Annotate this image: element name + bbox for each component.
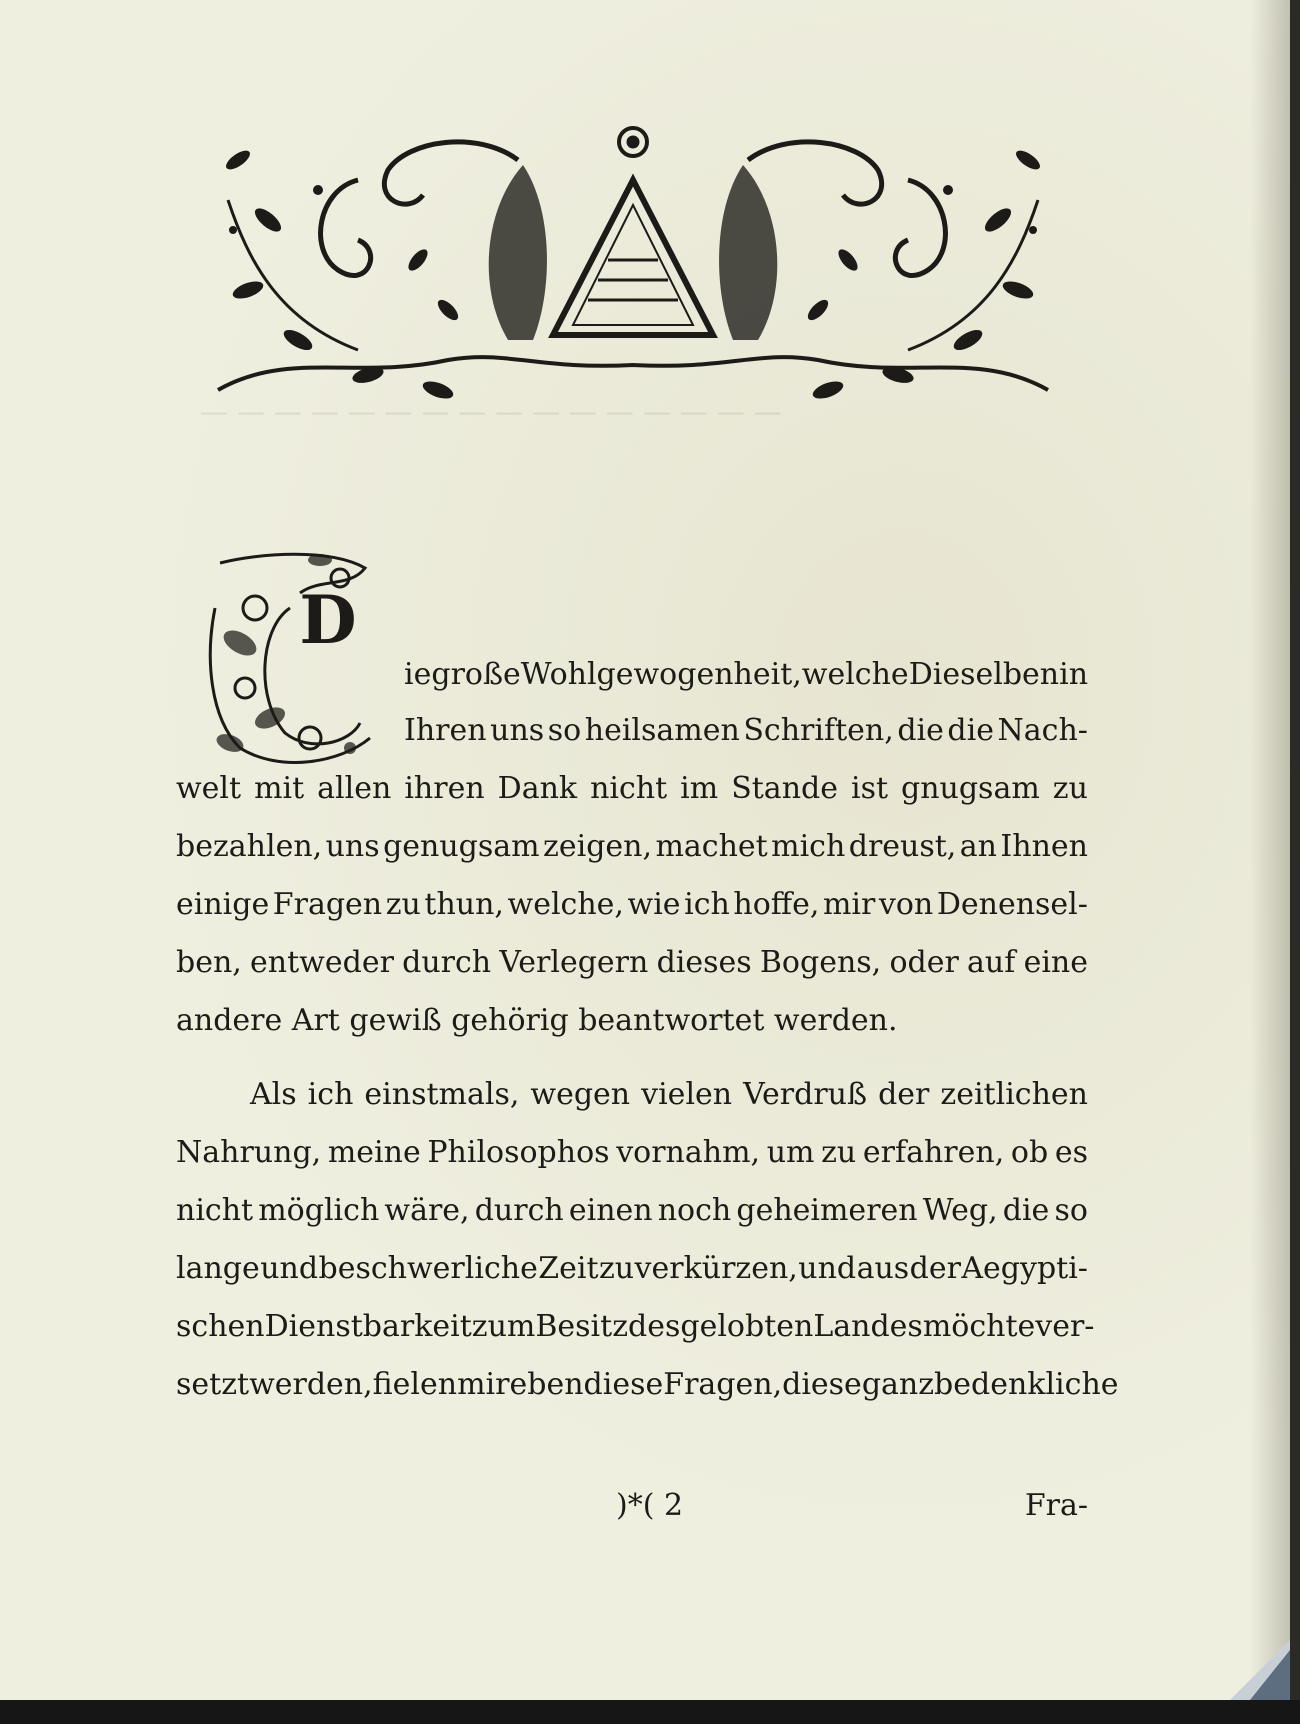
word: Zeit [538,1251,599,1286]
word: ist [850,771,889,806]
word: noch [657,1193,732,1228]
text-line [176,1193,1088,1236]
word: nicht [176,1193,254,1228]
page-corner [1220,1640,1290,1700]
word: wäre, [384,1193,470,1228]
word: zu [598,1251,635,1286]
word: Stande [731,771,838,806]
catchword: Fra- [1024,1488,1088,1523]
word: heilsamen [584,713,740,748]
word: Als [250,1077,297,1112]
word: ich [684,887,730,922]
signature-mark: )*( 2 [616,1488,684,1523]
word: Dieselben [908,657,1060,692]
word: mich [771,829,846,864]
word: vornahm, [616,1135,761,1170]
text-line [176,1309,1095,1352]
text-line [404,713,1088,756]
word: durch [474,1193,564,1228]
word: meine [327,1135,421,1170]
word: diese [782,1367,862,1402]
word: schen [176,1309,265,1344]
word: geheimeren [736,1193,918,1228]
word: in [1059,657,1089,692]
word: welche [801,657,909,692]
word: durch [402,945,492,980]
word: große [431,657,521,692]
word: gnugsam [901,771,1040,806]
word: entweder [250,945,394,980]
word: thun, [424,887,504,922]
word: wie [627,887,681,922]
word: zu [821,1135,857,1170]
page-footer [176,1488,1088,1528]
word: an [959,829,997,864]
text-line [250,1077,1088,1120]
word: zu [1052,771,1088,806]
word: mir [457,1367,510,1402]
word: uns [325,829,380,864]
word: eine [1023,945,1088,980]
word: hoffe, [733,887,820,922]
word: Denensel- [936,887,1088,922]
word: vielen [641,1077,733,1112]
word: mir [822,887,876,922]
word: die [947,713,994,748]
word: einige [176,887,270,922]
word: im [680,771,719,806]
word: ich [307,1077,354,1112]
word: zeigen, [543,829,653,864]
word: Philosophos [427,1135,610,1170]
text-line [176,829,1088,872]
text-line: andere Art gewiß gehörig beantwortet werden. [176,1003,898,1038]
word: der [909,1251,961,1286]
word: ben, [176,945,242,980]
word: Wohlgewogenheit, [520,657,802,692]
word: verkürzen, [634,1251,798,1286]
word: Verlegern [499,945,649,980]
word: zeitlichen [940,1077,1088,1112]
word: der [878,1077,930,1112]
word: zu [385,887,421,922]
word: gelobten [680,1309,814,1344]
word: wegen [530,1077,631,1112]
word: Nach- [997,713,1088,748]
word: welche, [507,887,624,922]
word: beschwerliche [318,1251,538,1286]
word: aus [856,1251,910,1286]
word: Landes [813,1309,923,1344]
word: diese [583,1367,664,1402]
initial-letter: D [299,581,357,659]
word: möchte [922,1309,1036,1344]
word: so [547,713,582,748]
word: die [897,713,944,748]
word: nicht [590,771,668,806]
word: Ihnen [1000,829,1088,864]
word: möglich [258,1193,380,1228]
word: uns [490,713,545,748]
decorated-initial [200,548,382,773]
word: bedenkliche [934,1367,1119,1402]
text-line [176,887,1088,930]
word: Ihren [404,713,487,748]
word: werden, [249,1367,373,1402]
word: setzt [176,1367,250,1402]
word: auf [967,945,1016,980]
word: um [766,1135,815,1170]
word: mit [254,771,305,806]
word: des [628,1309,681,1344]
word: und [798,1251,857,1286]
word: ie [404,657,432,692]
word: welt [176,771,242,806]
word: dreust, [848,829,957,864]
text-line [176,1251,1088,1294]
word: von [878,887,934,922]
word: die [1002,1193,1050,1228]
word: einstmals, [364,1077,520,1112]
word: Schriften, [743,713,894,748]
word: Bogens, [759,945,882,980]
text-line [176,945,1088,988]
woodcut-headpiece [208,120,1058,405]
word: dieses [656,945,752,980]
word: Dienstbarkeit [264,1309,472,1344]
word: Besitz [535,1309,629,1344]
word: genugsam [383,829,540,864]
word: bezahlen, [176,829,323,864]
word: ganz [861,1367,935,1402]
word: lange [176,1251,260,1286]
word: ihren [404,771,485,806]
word: ver- [1035,1309,1095,1344]
word: ob [1010,1135,1049,1170]
word: Fragen, [663,1367,783,1402]
word: allen [317,771,392,806]
word: Dank [497,771,578,806]
word: es [1054,1135,1088,1170]
bleed-through: — — — — — — — — — — — — — — — — [200,395,782,428]
word: erfahren, [862,1135,1005,1170]
word: machet [655,829,768,864]
word: Nahrung, [176,1135,322,1170]
text-line [404,657,1089,700]
text-line [176,1135,1088,1178]
word: Weg, [922,1193,998,1228]
word: eben [509,1367,584,1402]
word: Aegypti- [961,1251,1088,1286]
word: Verdruß [743,1077,868,1112]
word: und [260,1251,319,1286]
word: so [1054,1193,1088,1228]
text-line [176,771,1088,814]
word: fielen [372,1367,458,1402]
text-line [176,1367,1119,1410]
word: einen [568,1193,653,1228]
scan-border [0,1700,1300,1724]
word: Fragen [272,887,383,922]
page-edge-shadow [1250,0,1290,1700]
word: oder [889,945,959,980]
word: zum [471,1309,536,1344]
